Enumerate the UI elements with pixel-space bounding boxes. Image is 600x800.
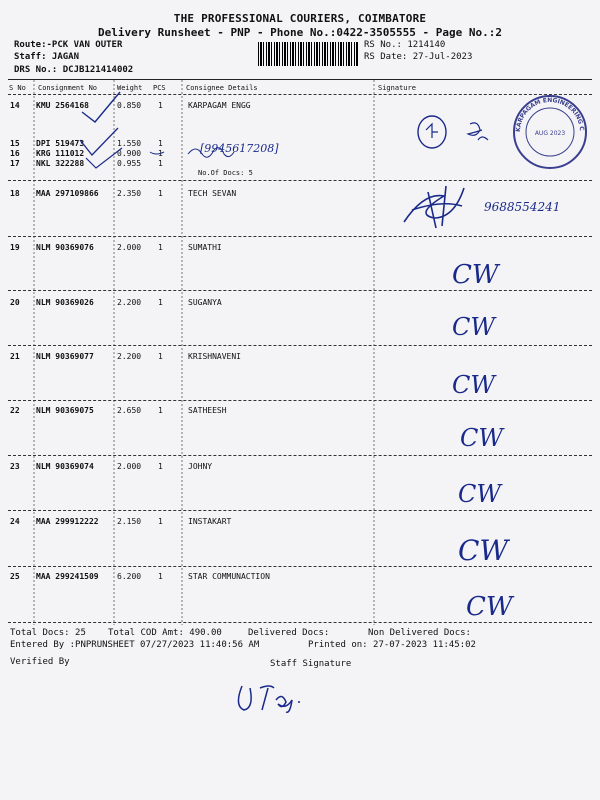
cw-signature-20: CW [452,313,496,341]
row-20-pcs: 1 [158,298,163,307]
row-22-consignee: SATHEESH [188,406,227,415]
row-16-weight: 0.900 [117,149,142,158]
row-25-consignment: MAA 299241509 [36,572,99,581]
row-17-weight: 0.955 [117,159,142,168]
row-19-weight: 2.000 [117,243,142,252]
row-22-pcs: 1 [158,406,163,415]
cw-signature-22: CW [460,424,504,452]
circle-signature [410,110,510,170]
row-14-weight: 0.850 [117,101,142,110]
row-23-consignment: NLM 90369074 [36,462,94,471]
row-14-consignee: KARPAGAM ENGG [188,101,251,110]
row-21-weight: 2.200 [117,352,142,361]
row-25-pcs: 1 [158,572,163,581]
row-24-weight: 2.150 [117,517,142,526]
row-21-consignee: KRISHNAVENI [188,352,241,361]
row-divider [8,290,592,291]
phone-note: [9945617208] [200,142,279,155]
stamp-text: KARPAGAM ENGINEERING COLLEGE [507,87,586,133]
row-19-sno: 19 [10,243,20,252]
staff-signature-label: Staff Signature [270,659,352,669]
cw-signature-19: CW [452,260,499,290]
row-16-sno: 16 [10,149,20,158]
cw-signature-24: CW [458,534,509,567]
row-divider [8,180,592,181]
row-17-consignment: NKL 322288 [36,159,85,168]
col-signature: Signature [378,84,416,92]
row-24-consignment: MAA 299912222 [36,517,99,526]
row-20-consignee: SUGANYA [188,298,222,307]
handwritten-phone: 9688554241 [484,200,561,214]
row-22-weight: 2.650 [117,406,142,415]
drs-number: DRS No.: DCJB121414002 [14,65,134,75]
row-19-consignee: SUMATHI [188,243,222,252]
row-24-sno: 24 [10,517,20,526]
row-15-pcs: 1 [158,139,163,148]
row-23-pcs: 1 [158,462,163,471]
row-22-sno: 22 [10,406,20,415]
docs-count: No.Of Docs: 5 [198,169,253,177]
row-divider [8,400,592,401]
row-15-consignment: DPI 519473 [36,139,85,148]
row-15-sno: 15 [10,139,20,148]
company-title: THE PROFESSIONAL COURIERS, COIMBATORE [173,12,427,25]
col-consignment: Consignment No [38,84,98,92]
row-24-consignee: INSTAKART [188,517,232,526]
non-delivered-docs: Non Delivered Docs: [368,628,471,638]
row-25-sno: 25 [10,572,20,581]
col-sno: S No [9,84,26,92]
rs-date: RS Date: 27-Jul-2023 [364,52,473,62]
cw-signature-21: CW [452,371,496,399]
total-docs: Total Docs: 25 [10,628,86,638]
runsheet-subtitle: Delivery Runsheet - PNP - Phone No.:0422-3505555 - Page No.:2 [98,26,502,39]
check-marks [40,100,180,180]
row-20-sno: 20 [10,298,20,307]
row-19-pcs: 1 [158,243,163,252]
row-22-consignment: NLM 90369075 [36,406,94,415]
col-consignee: Consignee Details [186,84,258,92]
row-19-consignment: NLM 90369076 [36,243,94,252]
row-21-consignment: NLM 90369077 [36,352,94,361]
staff-label: Staff: JAGAN [14,52,80,62]
row-divider [8,345,592,346]
barcode [258,42,358,66]
row-23-sno: 23 [10,462,20,471]
tech-sevan-signature [398,182,498,232]
row-18-sno: 18 [10,189,20,198]
delivered-docs: Delivered Docs: [248,628,330,638]
entered-by: Entered By :PNPRUNSHEET 07/27/2023 11:40:56 AM [10,640,260,650]
row-15-weight: 1.550 [117,139,142,148]
row-24-pcs: 1 [158,517,163,526]
row-18-consignee: TECH SEVAN [188,189,237,198]
row-21-sno: 21 [10,352,20,361]
stamp-date: AUG 2023 [534,130,566,137]
col-weight: Weight [117,84,143,92]
row-divider [8,455,592,456]
row-18-weight: 2.350 [117,189,142,198]
row-25-consignee: STAR COMMUNACTION [188,572,270,581]
row-16-consignment: KRG 111012 [36,149,85,158]
row-14-consignment: KMU 2564168 [36,101,89,110]
row-17-sno: 17 [10,159,20,168]
route-label: Route:-PCK VAN OUTER [14,40,123,50]
rs-number: RS No.: 1214140 [364,40,446,50]
verified-by: Verified By [10,657,70,667]
row-20-weight: 2.200 [117,298,142,307]
row-18-consignment: MAA 297109866 [36,189,99,198]
row-21-pcs: 1 [158,352,163,361]
cw-signature-23: CW [458,480,502,508]
staff-signature [232,680,352,720]
printed-on: Printed on: 27-07-2023 11:45:02 [308,640,476,650]
scribble [186,142,266,162]
row-16-pcs: 1 [158,149,163,158]
total-cod: Total COD Amt: 490.00 [108,628,222,638]
row-17-pcs: 1 [158,159,163,168]
row-20-consignment: NLM 90369026 [36,298,94,307]
row-23-weight: 2.000 [117,462,142,471]
cw-signature-25: CW [466,592,513,622]
col-pcs: PCS [153,84,166,92]
row-14-sno: 14 [10,101,20,110]
college-stamp [507,87,590,172]
row-25-weight: 6.200 [117,572,142,581]
row-divider [8,510,592,511]
row-23-consignee: JOHNY [188,462,213,471]
row-divider [8,236,592,237]
row-14-pcs: 1 [158,101,163,110]
row-divider [8,622,592,623]
row-18-pcs: 1 [158,189,163,198]
